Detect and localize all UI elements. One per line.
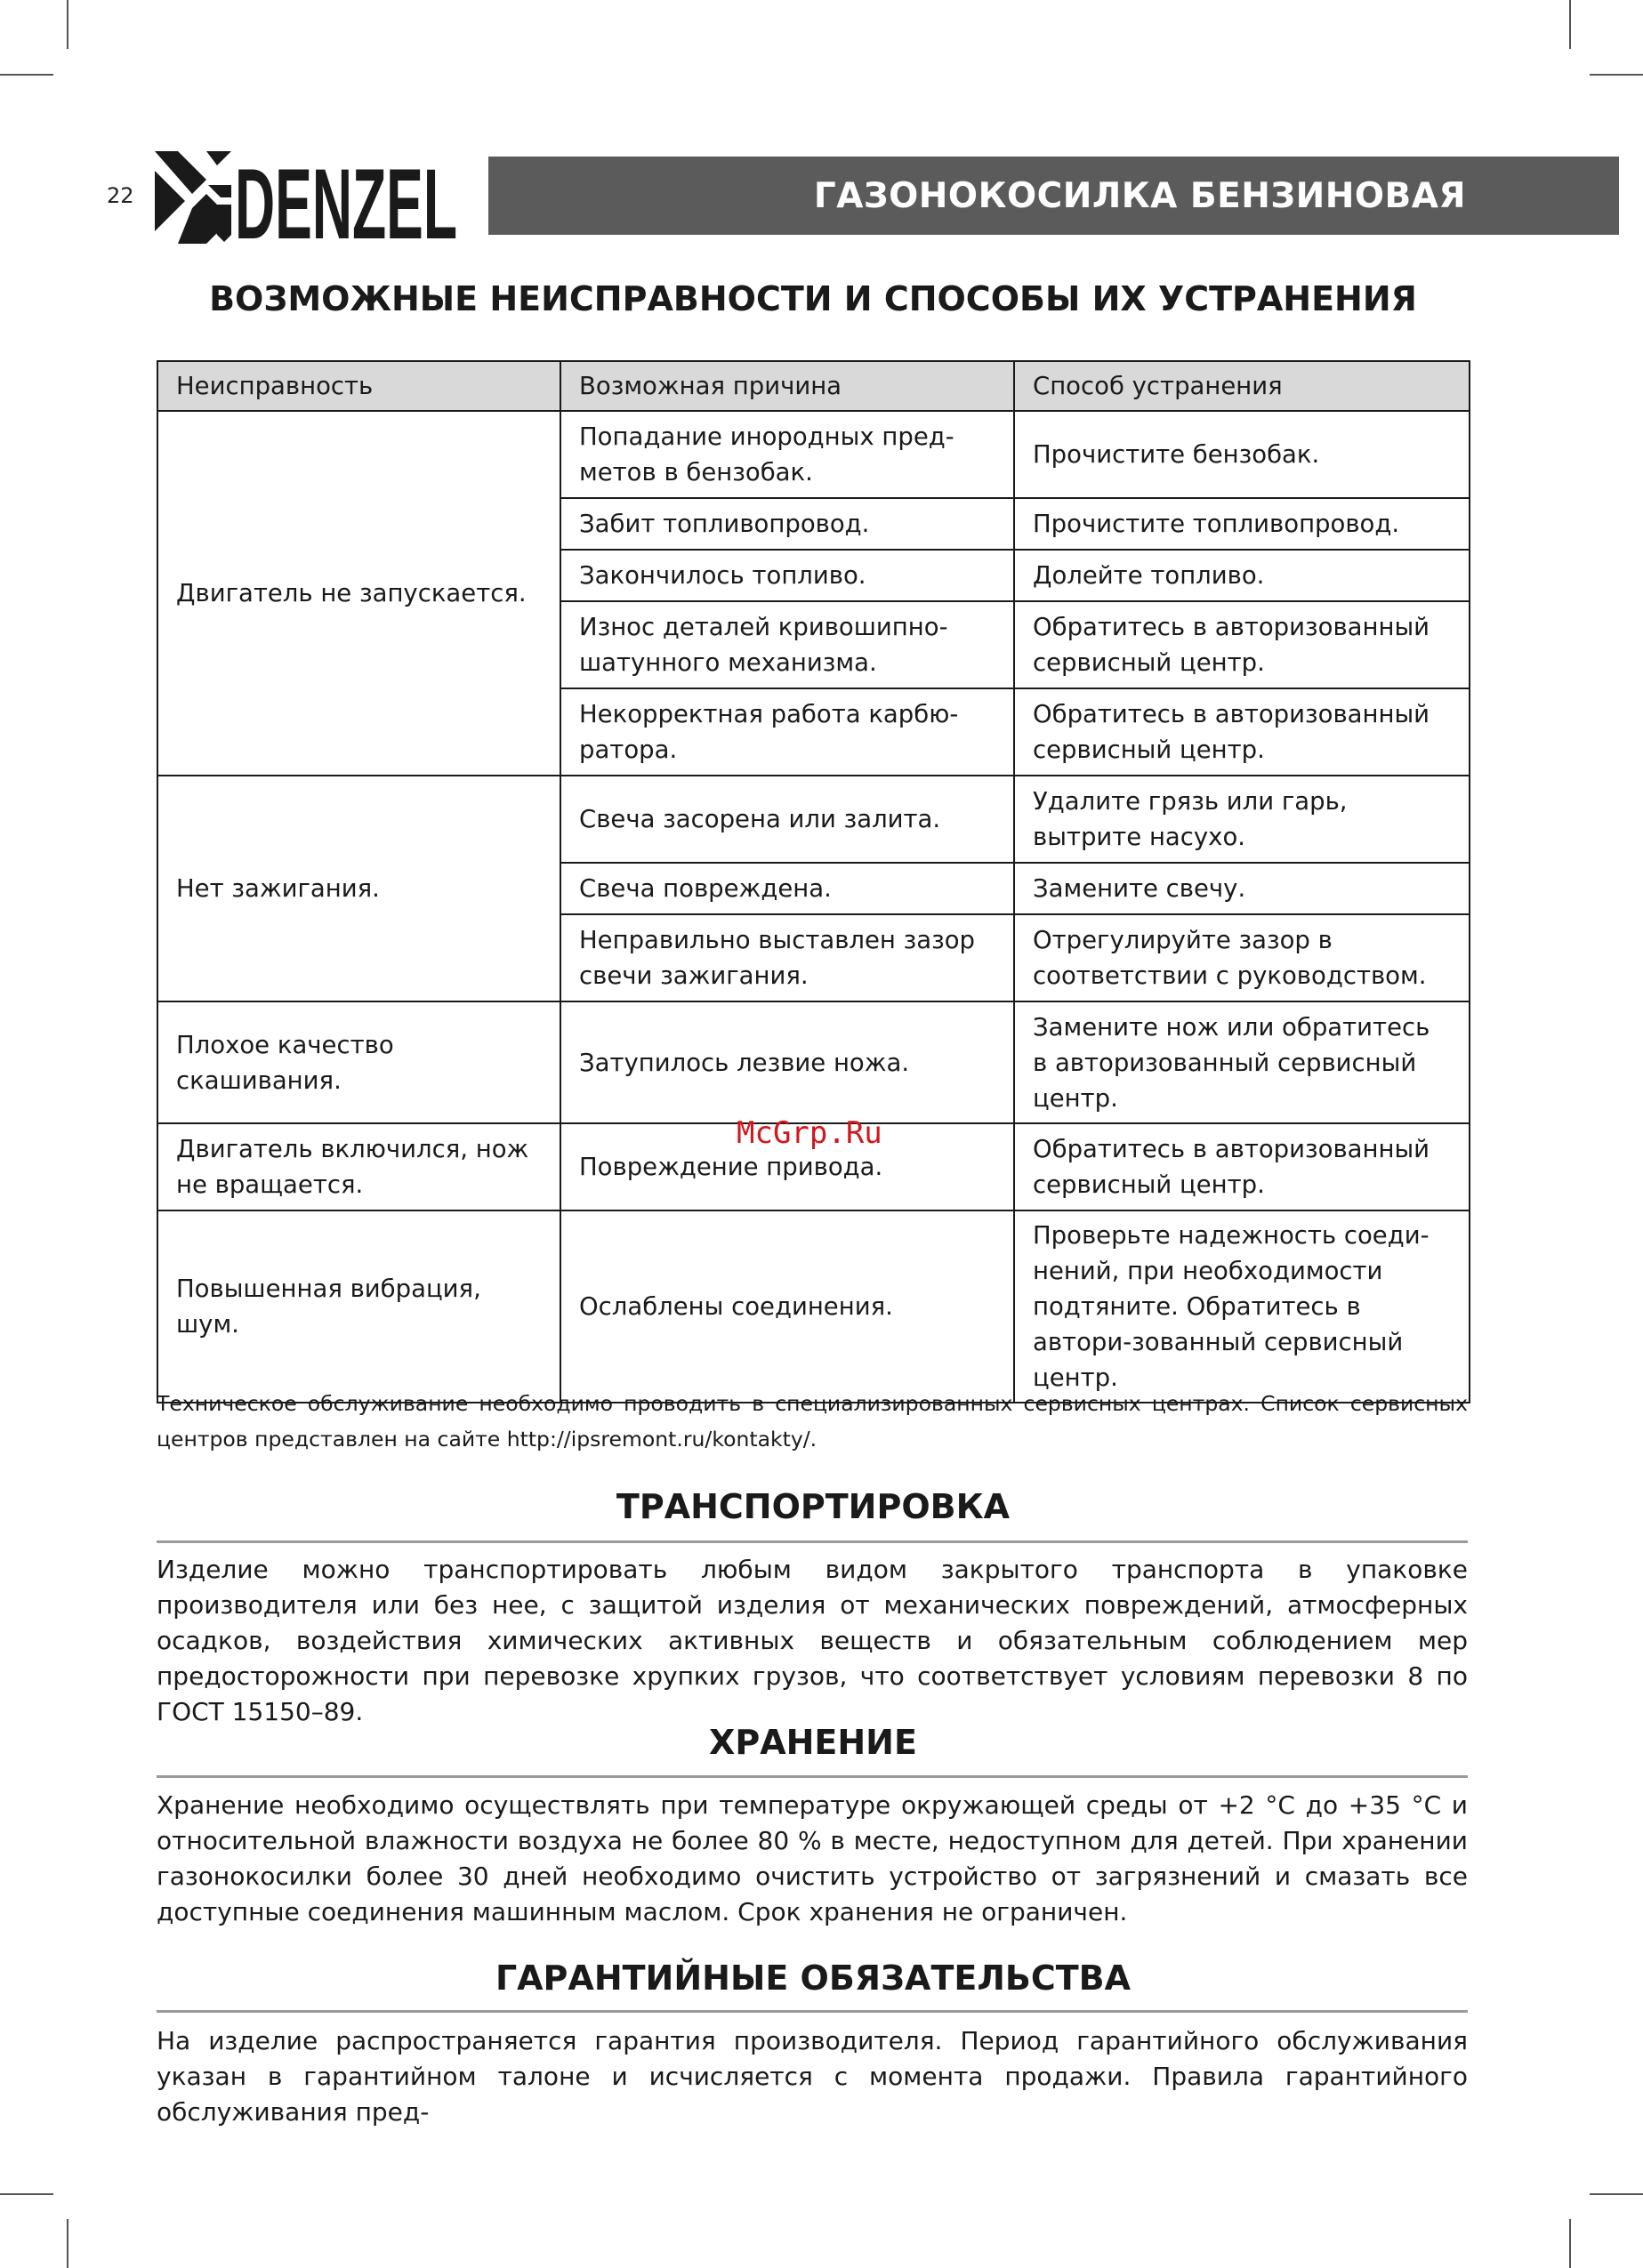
remedy-cell: Проверьте надежность соеди-нений, при необходимости подтяните. Обратитесь в автори-зованный сервисный центр. — [1014, 1210, 1470, 1403]
product-title: ГАЗОНОКОСИЛКА БЕНЗИНОВАЯ — [813, 175, 1466, 216]
page-number: 22 — [107, 183, 134, 208]
fault-cell: Двигатель не запускается. — [157, 411, 560, 776]
transport-section-title: ТРАНСПОРТИРОВКА — [616, 1487, 1011, 1526]
crop-mark — [1569, 0, 1571, 49]
brand-logo — [153, 149, 460, 260]
cause-cell: Ослаблены соединения. — [560, 1210, 1014, 1403]
cause-cell: Свеча повреждена. — [560, 863, 1014, 914]
fault-cell: Двигатель включился, нож не вращается. — [157, 1123, 560, 1210]
table-row — [157, 776, 1470, 863]
table-row — [157, 1210, 1470, 1403]
crop-mark — [0, 2193, 53, 2195]
crop-mark — [67, 2219, 68, 2268]
remedy-cell: Обратитесь в авторизованный сервисный центр. — [1014, 1123, 1470, 1210]
table-row — [157, 1001, 1470, 1123]
column-header: Возможная причина — [560, 361, 1014, 411]
crop-mark — [67, 0, 68, 49]
cause-cell: Повреждение привода. — [560, 1123, 1014, 1210]
remedy-cell: Обратитесь в авторизованный сервисный центр. — [1014, 601, 1470, 688]
storage-section-title: ХРАНЕНИЕ — [709, 1723, 917, 1762]
table-header-row — [157, 361, 1470, 411]
service-note: Техническое обслуживание необходимо проводить в специализированных сервисных центрах. Список сервисных центров представлен на сайте http://ipsremont.ru/kontakty/. — [157, 1391, 1468, 1452]
remedy-cell: Отрегулируйте зазор в соответствии с руководством. — [1014, 914, 1470, 1001]
section-divider — [157, 2010, 1468, 2013]
troubleshooting-table — [157, 360, 1470, 1403]
cause-cell: Затупилось лезвие ножа. — [560, 1001, 1014, 1123]
table-row — [157, 411, 1470, 498]
remedy-cell: Удалите грязь или гарь, вытрите насухо. — [1014, 776, 1470, 863]
remedy-cell: Замените свечу. — [1014, 863, 1470, 914]
remedy-cell: Обратитесь в авторизованный сервисный центр. — [1014, 688, 1470, 776]
storage-text: Хранение необходимо осуществлять при температуре окружающей среды от +2 °С до +35 °С и относительной влажности воздуха не более 80 % в месте, недоступном для детей. При хранении газонокосилки более 30 дней необходимо очистить устройство от загрязнений и смазать все доступные соединения машинным маслом. Срок хранения не ограничен. — [157, 1790, 1468, 1926]
cause-cell: Неправильно выставлен зазор свечи зажигания. — [560, 914, 1014, 1001]
section-divider — [157, 1775, 1468, 1778]
cause-cell: Износ деталей кривошипно-шатунного механизма. — [560, 601, 1014, 688]
remedy-cell: Замените нож или обратитесь в авторизованный сервисный центр. — [1014, 1001, 1470, 1123]
brand-name: DENZEL — [235, 149, 457, 260]
crop-mark — [0, 74, 53, 76]
fault-cell: Повышенная вибрация, шум. — [157, 1210, 560, 1403]
transport-text: Изделие можно транспортировать любым видом закрытого транспорта в упаковке производителя или без нее, с защитой изделия от механических повреждений, атмосферных осадков, воздействия химических активных веществ и обязательным соблюдением мер предосторожности при перевозке хрупких грузов, что соответствует условиям перевозки 8 по ГОСТ 15150–89. — [157, 1555, 1468, 1726]
cause-cell: Попадание инородных пред-метов в бензобак. — [560, 411, 1014, 498]
crop-mark — [1590, 2193, 1643, 2195]
warranty-section-title: ГАРАНТИЙНЫЕ ОБЯЗАТЕЛЬСТВА — [495, 1958, 1132, 1998]
watermark: McGrp.Ru — [737, 1115, 882, 1151]
crop-mark — [1590, 74, 1643, 76]
document-header-bar — [488, 157, 1619, 235]
remedy-cell: Прочистите топливопровод. — [1014, 498, 1470, 550]
fault-cell: Нет зажигания. — [157, 776, 560, 1001]
remedy-cell: Прочистите бензобак. — [1014, 411, 1470, 498]
cause-cell: Забит топливопровод. — [560, 498, 1014, 550]
column-header: Неисправность — [157, 361, 560, 411]
crop-mark — [1569, 2219, 1571, 2268]
cause-cell: Свеча засорена или залита. — [560, 776, 1014, 863]
remedy-cell: Долейте топливо. — [1014, 550, 1470, 601]
cause-cell: Закончилось топливо. — [560, 550, 1014, 601]
fault-cell: Плохое качество скашивания. — [157, 1001, 560, 1123]
denzel-logo-icon — [153, 149, 460, 260]
warranty-text: На изделие распространяется гарантия производителя. Период гарантийного обслуживания указан в гарантийном талоне и исчисляется с момента продажи. Правила гарантийного обслуживания пред- — [157, 2026, 1468, 2127]
cause-cell: Некорректная работа карбю-ратора. — [560, 688, 1014, 776]
section-divider — [157, 1540, 1468, 1543]
column-header: Способ устранения — [1014, 361, 1470, 411]
faults-section-title: ВОЗМОЖНЫЕ НЕИСПРАВНОСТИ И СПОСОБЫ ИХ УСТРАНЕНИЯ — [209, 279, 1417, 318]
